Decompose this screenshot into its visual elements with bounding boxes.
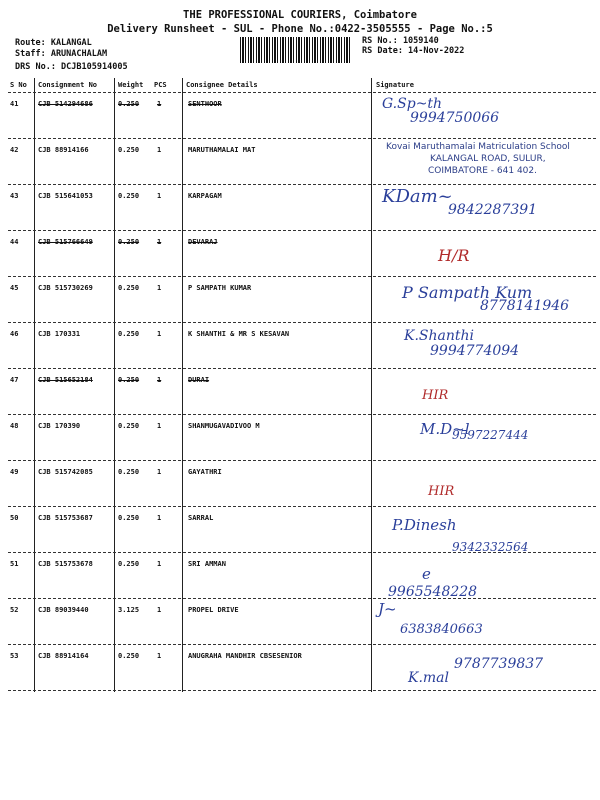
row-pcs: 1	[157, 422, 162, 430]
table-row	[0, 231, 600, 277]
row-weight: 0.250	[118, 146, 140, 154]
row-consignee: DEVARAJ	[188, 238, 218, 246]
phone-43: 9842287391	[448, 202, 538, 218]
row-consignee: DURAI	[188, 376, 210, 384]
row-divider	[8, 690, 596, 691]
row-sno: 44	[10, 238, 19, 246]
row-consignment: CJB 88914166	[38, 146, 89, 154]
phone-52: 6383840663	[400, 622, 483, 637]
row-pcs: 1	[157, 468, 162, 476]
row-consignee: SRI AMMAN	[188, 560, 226, 568]
row-weight: 0.250	[118, 560, 140, 568]
header-consignment: Consignment No	[38, 81, 98, 89]
row-consignee: PROPEL DRIVE	[188, 606, 239, 614]
row-weight: 0.250	[118, 422, 140, 430]
row-sno: 41	[10, 100, 19, 108]
row-consignment: CJB 515730269	[38, 284, 93, 292]
row-weight: 0.250	[118, 468, 140, 476]
table-row	[0, 461, 600, 507]
table-row	[0, 553, 600, 599]
row-weight: 0.250	[118, 238, 140, 246]
row-weight: 0.250	[118, 330, 140, 338]
row-consignee: K SHANTHI & MR S KESAVAN	[188, 330, 290, 338]
row-sno: 48	[10, 422, 19, 430]
row-pcs: 1	[157, 376, 162, 384]
signature-41: G.Sp~th	[382, 96, 443, 112]
row-sno: 47	[10, 376, 19, 384]
header-pcs: PCS	[154, 81, 167, 89]
drs-number: DRS No.: DCJB105914005	[15, 62, 128, 72]
signature-53: K.mal	[408, 670, 450, 686]
table-row	[0, 93, 600, 139]
phone-50: 9342332564	[452, 540, 529, 554]
school-stamp-line1: Kovai Maruthamalai Matriculation School	[386, 142, 570, 152]
rs-number: RS No.: 1059140	[362, 36, 439, 46]
signature-52: J~	[378, 600, 397, 618]
row-consignee: SARRAL	[188, 514, 214, 522]
remark-49: HIR	[428, 484, 455, 499]
row-consignment: CJB 89039440	[38, 606, 89, 614]
row-consignment: CJB 88914164	[38, 652, 89, 660]
barcode	[240, 37, 352, 63]
signature-50: P.Dinesh	[392, 516, 457, 534]
row-sno: 42	[10, 146, 19, 154]
row-weight: 0.250	[118, 100, 140, 108]
row-pcs: 1	[157, 284, 162, 292]
row-weight: 0.250	[118, 284, 140, 292]
header-weight: Weight	[118, 81, 144, 89]
signature-45: P Sampath Kum	[402, 283, 533, 302]
row-consignment: CJB 170390	[38, 422, 81, 430]
phone-51: 9965548228	[388, 584, 478, 600]
row-weight: 0.250	[118, 376, 140, 384]
row-consignment: CJB 515753687	[38, 514, 93, 522]
row-pcs: 1	[157, 606, 162, 614]
row-consignee: KARPAGAM	[188, 192, 222, 200]
signature-46: K.Shanthi	[404, 328, 474, 344]
row-sno: 51	[10, 560, 19, 568]
row-sno: 49	[10, 468, 19, 476]
row-consignment: CJB 515641053	[38, 192, 93, 200]
row-consignment: CJB 170331	[38, 330, 81, 338]
phone-45: 8778141946	[480, 298, 570, 314]
row-pcs: 1	[157, 514, 162, 522]
row-consignee: P SAMPATH KUMAR	[188, 284, 252, 292]
signature-48: M.D~l	[420, 420, 470, 438]
row-pcs: 1	[157, 146, 162, 154]
rs-date: RS Date: 14-Nov-2022	[362, 46, 465, 56]
row-consignment: CJB 515753678	[38, 560, 93, 568]
row-consignee: ANUGRAHA MANDHIR CBSESENIOR	[188, 652, 302, 660]
row-consignee: GAYATHRI	[188, 468, 222, 476]
table-row	[0, 369, 600, 415]
signature-51: e	[422, 565, 431, 583]
row-sno: 46	[10, 330, 19, 338]
header-consignee: Consignee Details	[186, 81, 258, 89]
row-sno: 50	[10, 514, 19, 522]
row-pcs: 1	[157, 192, 162, 200]
row-weight: 3.125	[118, 606, 140, 614]
row-sno: 43	[10, 192, 19, 200]
row-consignee: MARUTHAMALAI MAT	[188, 146, 256, 154]
phone-41: 9994750066	[410, 110, 500, 126]
runsheet-title: Delivery Runsheet - SUL - Phone No.:0422-3505555 - Page No.:5	[107, 23, 493, 35]
remark-47: HIR	[422, 388, 449, 403]
row-pcs: 1	[157, 652, 162, 660]
row-sno: 45	[10, 284, 19, 292]
phone-46: 9994774094	[430, 343, 520, 359]
row-pcs: 1	[157, 560, 162, 568]
signature-43: KDam~	[382, 186, 453, 207]
school-stamp-line3: COIMBATORE - 641 402.	[428, 166, 537, 176]
row-consignment: CJB 514294686	[38, 100, 93, 108]
row-consignment: CJB 515766649	[38, 238, 93, 246]
staff-label: Staff: ARUNACHALAM	[15, 49, 108, 59]
row-weight: 0.250	[118, 652, 140, 660]
remark-44: H/R	[438, 246, 470, 265]
table-row	[0, 599, 600, 645]
row-sno: 52	[10, 606, 19, 614]
row-pcs: 1	[157, 330, 162, 338]
row-consignment: CJB 515742085	[38, 468, 93, 476]
row-consignment: CJB 515652184	[38, 376, 93, 384]
row-weight: 0.250	[118, 514, 140, 522]
row-sno: 53	[10, 652, 19, 660]
row-weight: 0.250	[118, 192, 140, 200]
phone-53: 9787739837	[454, 656, 544, 672]
row-consignee: SENTHOOR	[188, 100, 222, 108]
phone-48: 9597227444	[452, 428, 529, 442]
header-sno: S No	[10, 81, 27, 89]
company-title: THE PROFESSIONAL COURIERS, Coimbatore	[183, 9, 417, 21]
row-consignee: SHANMUGAVADIVOO M	[188, 422, 260, 430]
header-signature: Signature	[376, 81, 414, 89]
route-label: Route: KALANGAL	[15, 38, 92, 48]
row-pcs: 1	[157, 238, 162, 246]
row-pcs: 1	[157, 100, 162, 108]
school-stamp-line2: KALANGAL ROAD, SULUR,	[430, 154, 546, 164]
